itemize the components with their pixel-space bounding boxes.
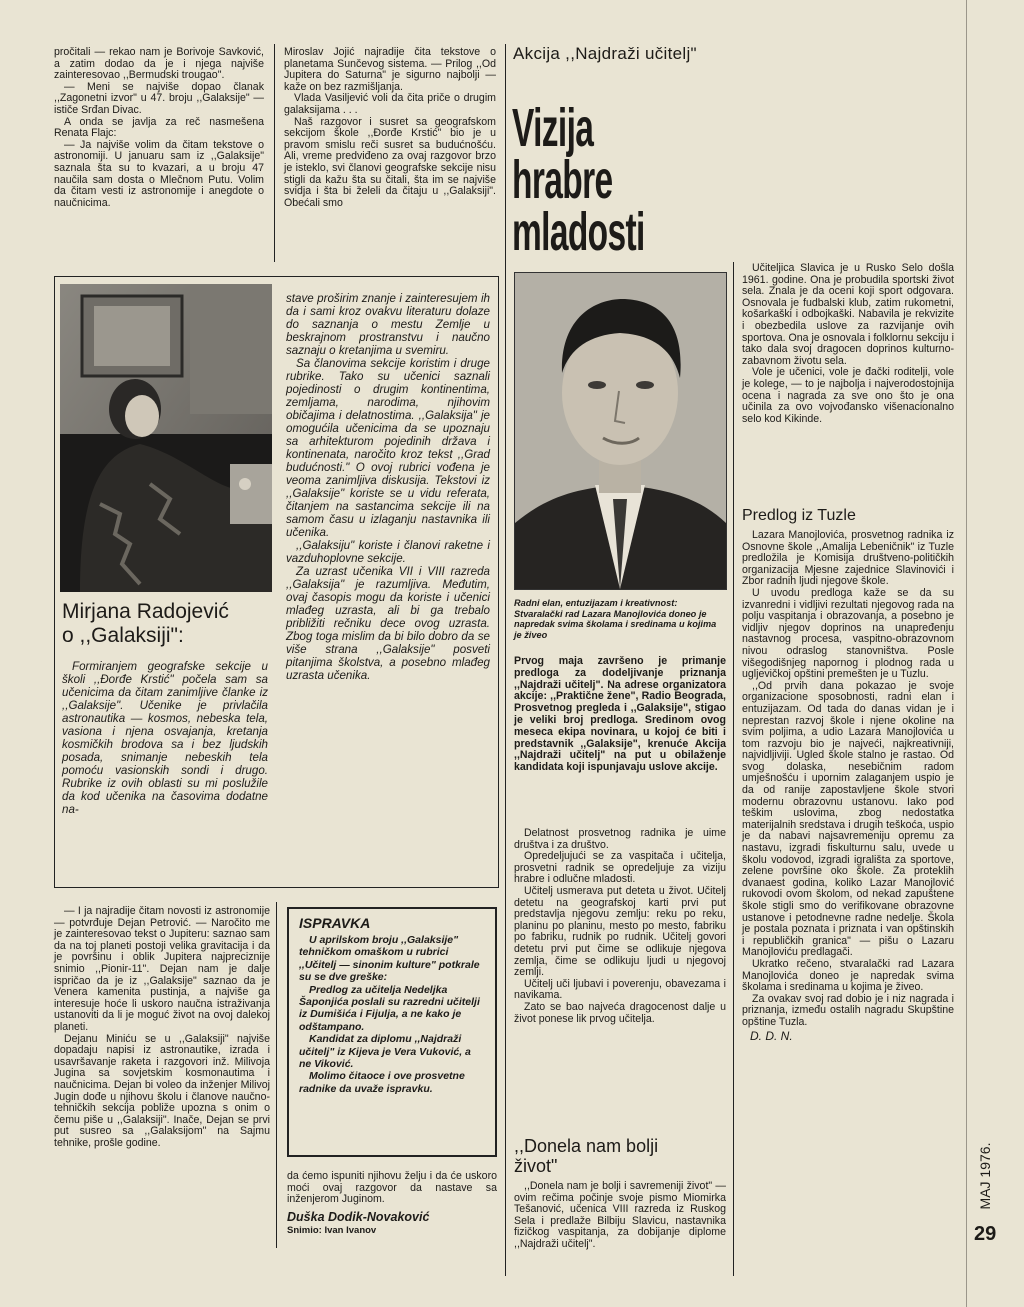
action-label: Akcija ,,Najdraži učitelj": [513, 44, 697, 63]
paragraph: Miroslav Jojić najradije čita tekstove o planetama Sunčevog sistema. — Prilog ,,Od Jupitera do Saturna" je sigurno najbolji — kaže on bez razmišljanja.: [284, 46, 496, 93]
photo-caption: Radni elan, entuzijazam i kreativnost: Stvaralački rad Lazara Manojlovića doneo je napredak svima školama i sredinama u kojima je živeo: [514, 598, 717, 640]
author-signature: D. D. N.: [750, 1028, 793, 1043]
ispravka-item: Predlog za učitelja Nedeljka Šaponjića poslali su razredni učitelji iz Dumišića i Fijulja, a ne kako je odštampano.: [299, 983, 480, 1033]
paragraph: — I ja najradije čitam novosti iz astronomije — potvrđuje Dejan Petrović. — Naročito me je zainteresovao tekst o Jupiteru: saznao sam da na toj planeti postoji velika gravitacija i da je površinu i oblik Jupitera najpreciznije snimio ,,Pionir-11". Dejan nam je dalje ispričao da je iz ,,Galaksije" saznao da je Venera kamenita pustinja, a najviše ga interesuje hoće li uskoro naučna istraživanja ustanoviti da li je moguć život na ovoj dalekoj planeti.: [54, 905, 270, 1033]
paragraph: Naš razgovor i susret sa geografskom sekcijom škole ,,Đorđe Krstić" bio je u pravom smislu reči susret sa budućnošću. Ali, vreme predviđeno za ovaj razgovor brzo je isteklo, svi članovi geografske sekcije nisu stigli da kažu šta su čitali, šta im se najviše svidja i šta bi želeli da čitaju u ,,Galaksiji". Obećali smo: [284, 115, 496, 209]
paragraph: Sa članovima sekcije koristim i druge rubrike. Tako su učenici saznali pojedinosti o drugim kontinentima, zemljama, narodima, njihovim običajima i delatnostima. ,,Galaksija" je omogućila učenicima da se upoznaju sa arhitekturom pojedinih država i kontinenata, naročito kroz tekst ,,Grad budućnosti." O ovoj rubrici vođena je veoma zanimljiva diskusija. Tekstovi iz ,,Galaksije" koriste se u vidu referata, čitanjem na sastancima sekcije ili na samom času u izlaganju nastavnika ili učenika.: [286, 357, 490, 539]
paragraph: Za uzrast učenika VII i VIII razreda ,,Galaksija" je razumljiva. Međutim, ovaj časopis mogu da koriste i učenici mlađeg uzrasta, ali bi ga trebalo približiti rečniku dece ovog uzrasta. Zbog toga mislim da bi bilo dobro da se više strana ,,Galaksije" posveti pitanjima školstva, a posebno mlađeg uzrasta učenika.: [286, 565, 490, 682]
col1-top-text: [54, 47, 264, 209]
paragraph: Učiteljica Slavica je u Rusko Selo došla 1961. godine. Ona je probudila sportski život sela. Znala je da oceni koji sport odgovara. Osnovala je fudbalski klub, zatim rukometni, košarkaški i odbojkaški. Nabavila je rekvizite i obezbedila uslove za razvijanje ovih sportova. Ona je osnovala i folklornu sekciju i tako dala svoj dragocen doprinos kulturno-zabavnom životu sela.: [742, 262, 954, 367]
headline-line: mladosti: [512, 202, 645, 262]
paragraph: Opredeljujući se za vaspitača i učitelja, prosvetni radnik se opredeljuje za viziju hrabre i odlučne mladosti.: [514, 850, 726, 886]
interview-continued: [286, 292, 490, 682]
paragraph: U uvodu predloga kaže se da su izvanredni i vidljivi rezultati njegovog rada na polju vaspitanja i obrazovanja, a posebno je vidljiv njegov doprinos na unapređenju nastavnog procesa, vaspitno-obrazovnom nivou odraslog stanovništva. Posle višegodišnjeg napornog i plodnog rada u ugljevičkoj opštini premešten je u Tuzlu.: [742, 586, 954, 681]
paragraph: Učitelj uči ljubavi i poverenju, obavezama i navikama.: [514, 977, 726, 1002]
section-heading-line: ,,Donela nam bolji: [514, 1136, 659, 1156]
paragraph: Dejanu Miniću se u ,,Galaksiji" najviše dopadaju napisi iz astronautike, izrada i usavršavanje raketa i razgovori inž. Milivoja Jugina sa sovjetskim kosmonautima i naučnicima. Dejan bi voleo da inženjer Milivoj Jugin dođe u njihovu školu i članove naučno-tehničkih sekcija pobliže upozna s onim o čemu piše u ,,Galaksiji". Inače, Dejan se prvi put susreo sa ,,Galaksijom" na Sajmu tehnike, prošle godine.: [54, 1032, 270, 1149]
headline-line: Vizija: [512, 102, 594, 158]
ispravka-item: Molimo čitaoce i ove prosvetne radnike da uvaže ispravku.: [299, 1070, 465, 1095]
column-rule: [733, 262, 734, 1276]
paragraph: pročitali — rekao nam je Borivoje Savković, a zatim dodao da je i njega najviše zainteresovao ,,Bermudski trougao".: [54, 46, 264, 82]
paragraph: Formiranjem geografske sekcije u školi ,,Đorđe Krstić" počela sam sa učenicima da čitam zanimljive članke iz ,,Galaksije". Učenike je privlačila astronautika — kosmos, nebeska tela, vasiona i njena osvajanja, kretanja kosmičkih brodova sa i bez ljudskih posada, snimanje nebeskih tela pomoću vasionskih sondi i drugo. Rubrike iz ovih oblasti su mi poslužile da kod učenika na časovima dodatne na-: [62, 660, 268, 816]
teacher-photo: [60, 284, 272, 592]
column-rule: [274, 44, 275, 262]
donela-text: [514, 1181, 726, 1251]
paragraph: da ćemo ispuniti njihovu želju i da će uskoro moći ovaj razgovor da nastave sa inženjerom Juginom.: [287, 1170, 497, 1206]
paragraph: ,,Galaksiju" koriste i članovi raketne i vazduhoplovne sekcije.: [286, 539, 490, 565]
lead-text: Prvog maja završeno je primanje predloga za dodeljivanje priznanja ,,Najdraži učitelj". Na adrese organizatora akcije: ,,Praktične žene", Radio Beograda, Prosvetnog pregleda i ,,Galaksije", stigao je veliki broj predloga. Sredinom ovog meseca ekipa novinara, u kojoj će biti i predstavnik ,,Galaksije", krenuće Akcija ,,Najdraži učitelj" na put u obilaženje kandidata koji ispunjavaju uslove akcije.: [514, 655, 726, 774]
interview-intro: [62, 660, 268, 816]
headline: [512, 102, 737, 262]
akcija-body: [514, 828, 726, 1025]
paragraph: ,,Donela nam je bolji i savremeniji život" — ovim rečima počinje svoje pismo Miomirka Tešanović, učenica VIII razreda iz Ruskog Sela i predlaže Bilbiju Slavicu, nastavnika fizičkog vaspitanja, za dobijanje diplome ,,Najdraži učitelj".: [514, 1180, 726, 1250]
photo-credit: Snimio: Ivan Ivanov: [287, 1224, 377, 1236]
paragraph: ,,Od prvih dana pokazao je svoje organizacione sposobnosti, radni elan i entuzijazam. Od tada do danas vidan je i neprestan razvoj škole i njene okoline na svim poljima, a udio Lazara Manojlovića u tom razvoju bio je najveći, najkreativniji, najvidljiviji. Ugled škole stalno je rastao. Od svog dolaska, nesebičnim radom umješnošću i upornim zalaganjem uspio je da od ranije zapostavljene škole stvori modernu obrazovnu ustanovu. Iako pod teškim uslovima, zbog nedostatka materijalnih sredstava i drugih teškoća, uspio je da nabavi najsavremeniju opremu za nastavu, izgradi fiskulturnu salu, uvede u školu vodovod, izgradi igrališta za sportove, zelene površine oko škole. Za proteklih dvanaest godina, koliko Lazar Manojlović rukovodi ovom školom, od nekad zapuštene škole stigli smo do verifikovane obrazovne ustanove i petodnevne radne nedelje. Škola je postala poznata i priznata i van opštinskih i republičkih granica" — pišu o Lazaru Manojloviću predlagači.: [742, 679, 954, 959]
section-heading: [514, 1136, 726, 1176]
issue-date-text: MAJ 1976.: [977, 1142, 993, 1210]
paragraph: A onda se javlja za reč nasmešena Renata Flajc:: [54, 115, 264, 140]
col1-bottom-text: [54, 906, 270, 1149]
interview-title-line: o ,,Galaksiji":: [62, 624, 184, 647]
section-heading-line: život": [514, 1156, 558, 1176]
folio-rule: [966, 0, 967, 1307]
interview-title-line: Mirjana Radojević: [62, 600, 229, 623]
ispravka-title: ISPRAVKA: [299, 915, 371, 931]
headline-line: hrabre: [512, 150, 613, 210]
paragraph: Vlada Vasiljević voli da čita priče o drugim galaksijama . . .: [284, 92, 496, 116]
ispravka-item: Kandidat za diplomu ,,Najdraži učitelj" iz Kijeva je Vera Vuković, a ne Viković.: [299, 1033, 471, 1071]
column-rule: [505, 44, 506, 1276]
paragraph: Ukratko rečeno, stvaralački rad Lazara Manojlovića doneo je napredak svima školama i sredinama u kojima je živeo.: [742, 957, 954, 994]
paragraph: Za ovakav svoj rad dobio je i niz nagrada i priznanja, između ostalih nagradu Skupštine opštine Tuzla.: [742, 992, 954, 1028]
section-heading: Predlog iz Tuzle: [742, 507, 856, 524]
col2-bottom-text: [287, 1171, 497, 1236]
paragraph: Lazara Manojlovića, prosvetnog radnika iz Osnovne škole ,,Amalija Lebeničnik" iz Tuzle predložila je Komisija društveno-političkih organizacija Mjesne zajednice Slavinovići i Zbor radnih ljudi njegove škole.: [742, 529, 954, 588]
col4-tuzla-text: [742, 530, 954, 1043]
interview-title: [62, 600, 272, 648]
portrait-photo: [514, 272, 727, 590]
column-rule: [276, 902, 277, 1248]
page-number: 29: [974, 1223, 997, 1245]
col2-top-text: [284, 47, 496, 209]
paragraph: Zato se bao najveća dragocenost dalje u život ponese lik prvog učitelja.: [514, 1000, 726, 1025]
ispravka-box: [287, 907, 497, 1157]
paragraph: — Ja najviše volim da čitam tekstove o astronomiji. U januaru sam iz ,,Galaksije" saznala šta su to kvazari, a u broju 47 naučila sam dosta o Mlečnom Putu. Volim da čitam vesti iz astronomije i anegdote o naučnicima.: [54, 138, 264, 209]
paragraph: Učitelj usmerava put deteta u život. Učitelj detetu na geografskoj karti prvi put predstavlja njegovu zemlju: reku po reku, planinu po planinu, mesto po mesto, fabriku po fabriku, rudnik po rudnik. Učitelj govori detetu prvi put čime se odlikuje njegova zemlja, čime se odlikuju ljudi u njegovoj zemlji.: [514, 884, 726, 979]
author-signature: Duška Dodik-Novaković: [287, 1209, 430, 1224]
issue-date: [968, 1130, 1002, 1230]
paragraph: Delatnost prosvetnog radnika je uime društva i za društvo.: [514, 827, 726, 851]
paragraph: Vole je učenici, vole je đački roditelji, vole je kolege, — to je najbolja i najverodostojnija ocena i nagrada za sve ono što je ona učinila za ovo vojvođansko višenacionalno selo kod Kikinde.: [742, 366, 954, 425]
paragraph: stave proširim znanje i zainteresujem ih da i sami kroz ovakvu literaturu dolaze do saznanja o mestu Zemlje u beskrajnom prostranstvu i naučno saznaju o kretanjima u svemiru.: [286, 292, 490, 357]
ispravka-intro: U aprilskom broju ,,Galaksije" tehničkom omaškom u rubrici ,,Učitelj — sinonim kulture" potkrale su se dve greške:: [299, 934, 480, 984]
paragraph: — Meni se najviše dopao članak ,,Zagonetni izvor" u 47. broju ,,Galaksije" — ističe Srđan Divac.: [54, 80, 264, 116]
col4-text: [742, 263, 954, 425]
